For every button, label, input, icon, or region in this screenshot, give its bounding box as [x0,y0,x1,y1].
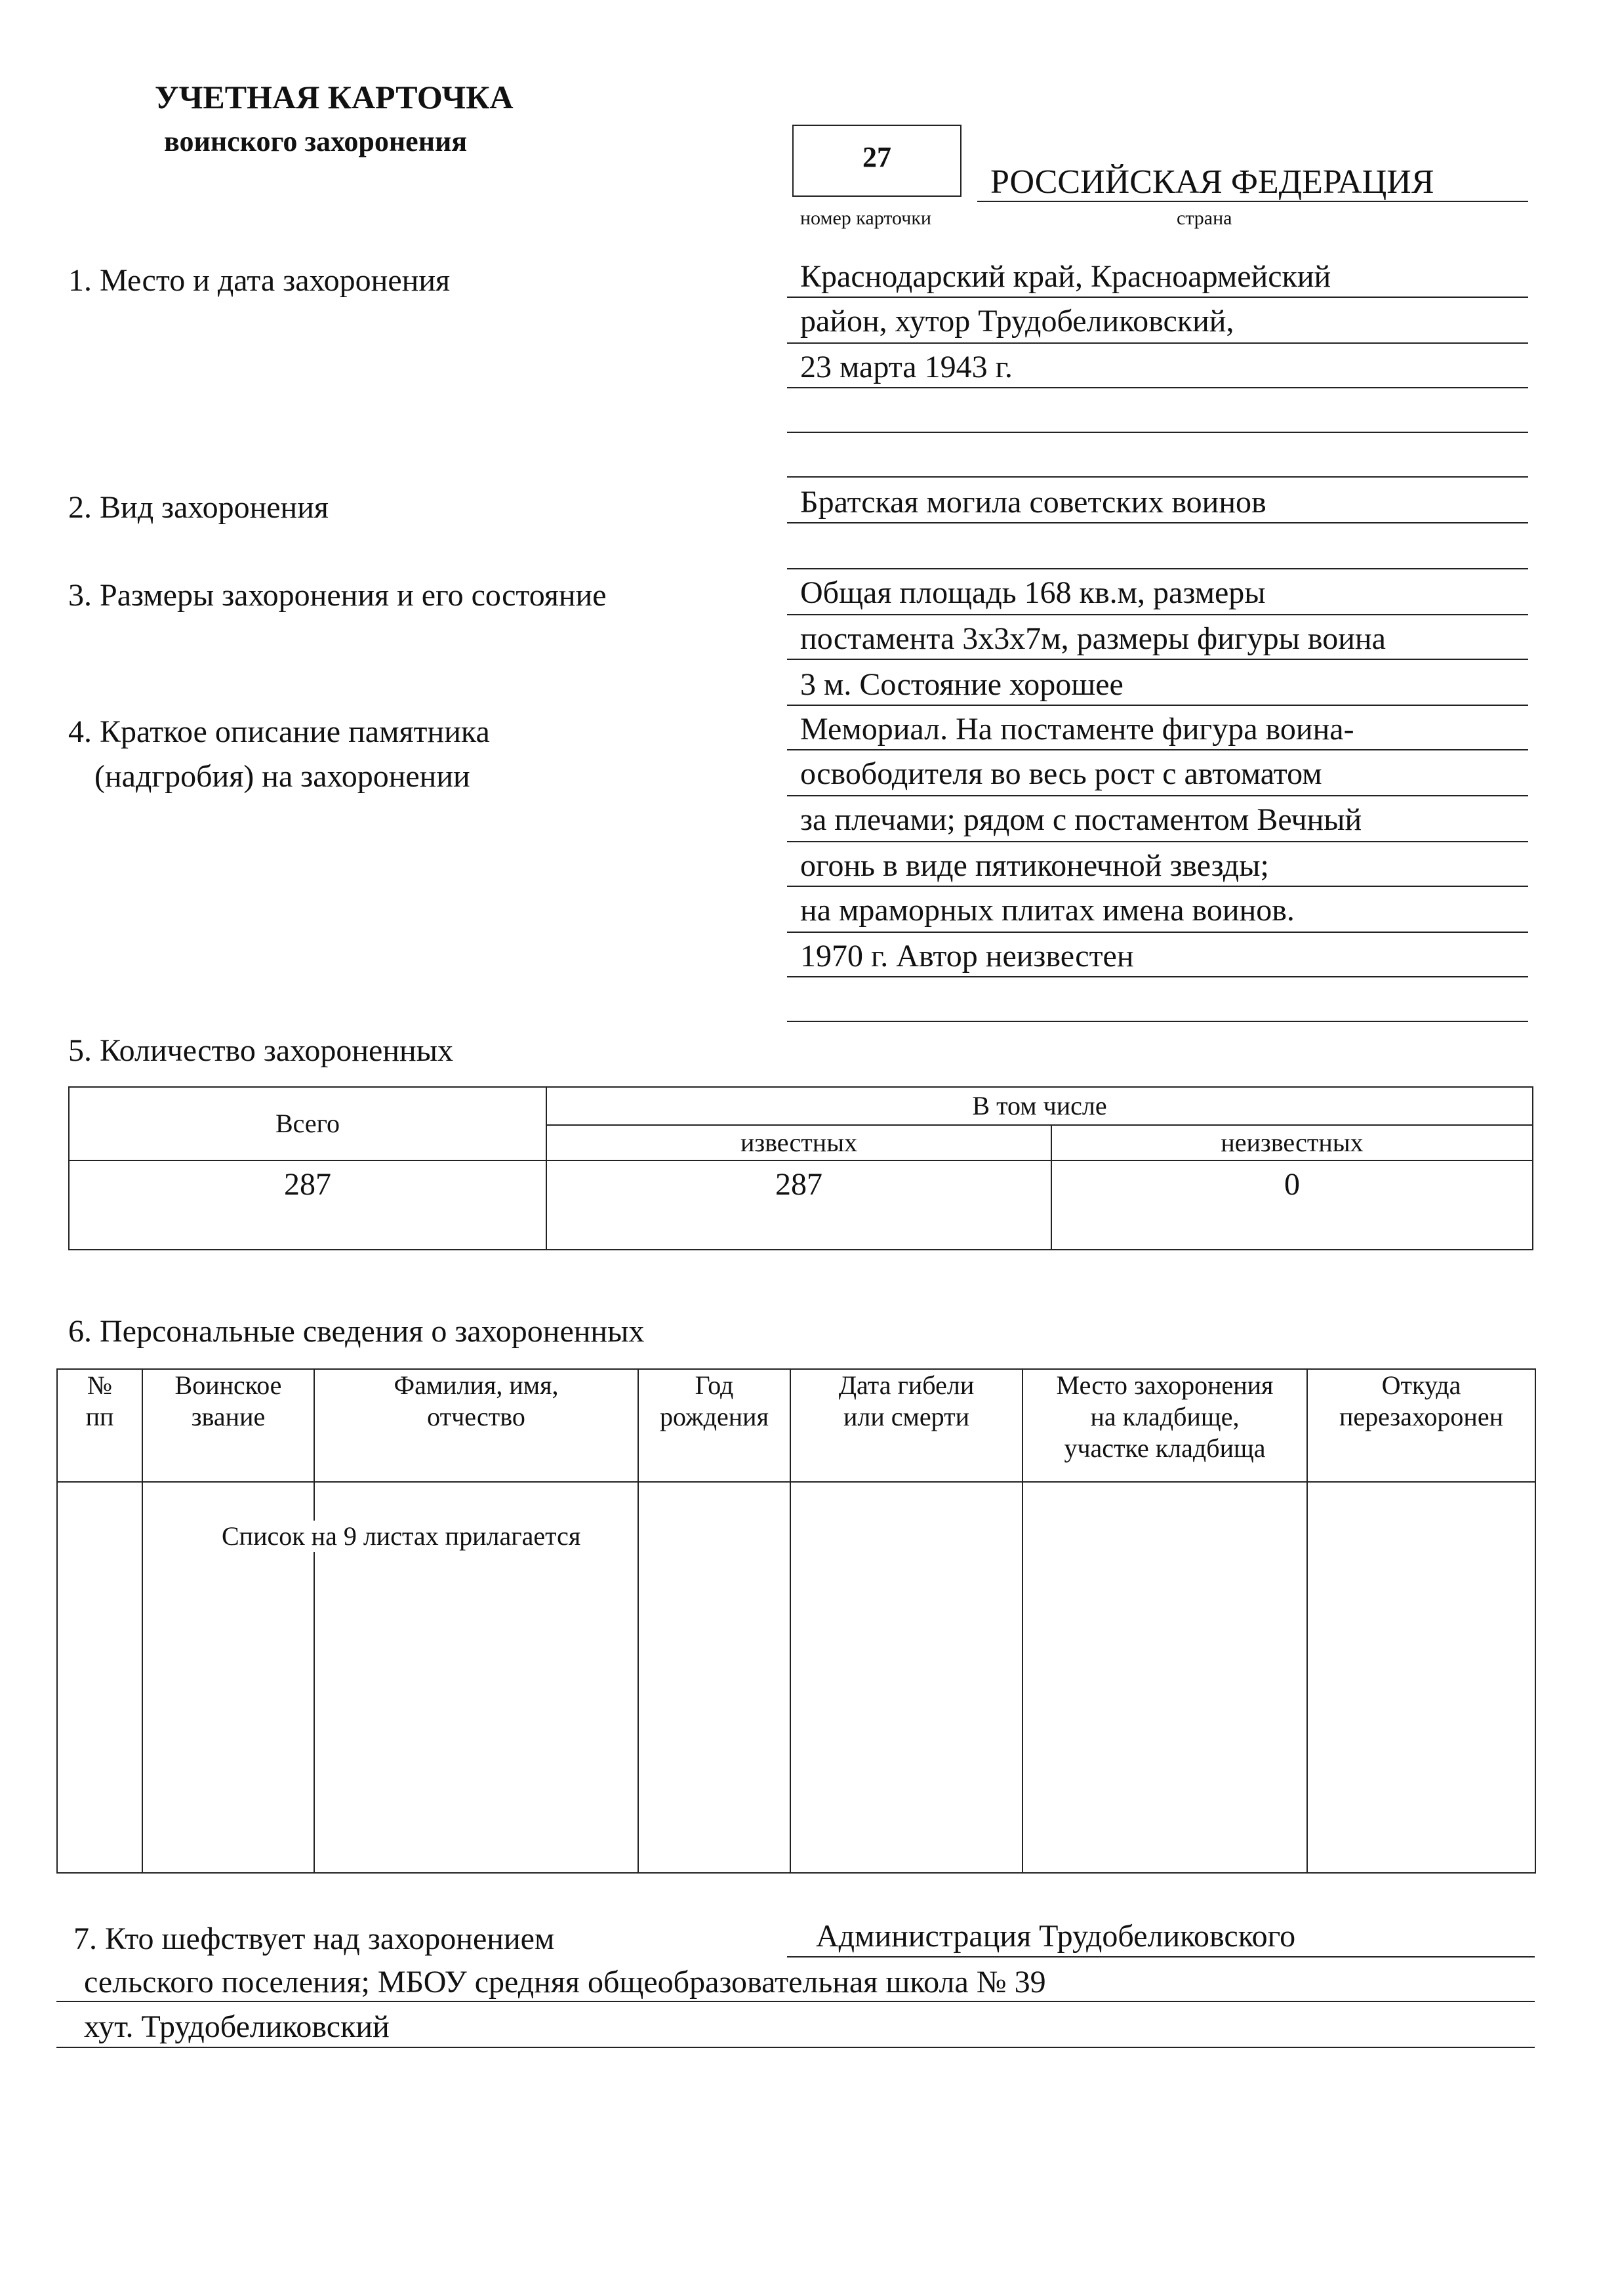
section2-value: Братская могила советских воинов [800,485,1266,520]
section3-line2: постамента 3х3х7м, размеры фигуры воина [800,621,1386,656]
col-burial-place: Место захоронения на кладбище, участке кладбища [1022,1369,1307,1482]
col-rank: Воинское звание [142,1369,314,1482]
section4-line4: огонь в виде пятиконечной звезды; [800,848,1269,883]
col-number: № пп [57,1369,142,1482]
section4-label-line2: (надгробия) на захоронении [94,759,470,794]
total-value: 287 [69,1160,546,1250]
country-label: страна [1177,207,1232,229]
known-header: известных [546,1125,1051,1160]
col-reburied-from: Откуда перезахоронен [1307,1369,1535,1482]
col-birth-year: Год рождения [638,1369,790,1482]
col-death-date: Дата гибели или смерти [790,1369,1022,1482]
card-title: УЧЕТНАЯ КАРТОЧКА [155,79,514,115]
section4-line1: Мемориал. На постаменте фигура воина- [800,712,1354,747]
section7-value-line3: хут. Трудобеликовский [84,2009,390,2044]
card-number: 27 [862,141,891,173]
section1-line1: Краснодарский край, Красноармейский [800,259,1331,294]
card-number-box [792,125,961,197]
section1-line2: район, хутор Трудобеликовский, [800,304,1234,338]
including-header: В том числе [546,1087,1533,1125]
section4-line5: на мраморных плитах имена воинов. [800,893,1295,928]
country-value: РОССИЙСКАЯ ФЕДЕРАЦИЯ [990,163,1434,201]
section5-label: 5. Количество захороненных [68,1033,453,1068]
burial-count-table [68,1086,1533,1250]
col-fullname: Фамилия, имя, отчество [314,1369,638,1482]
card-number-label: номер карточки [800,207,931,229]
section7-label: 7. Кто шефствует над захоронением [73,1921,555,1956]
unknown-value: 0 [1051,1160,1533,1250]
section4-line6: 1970 г. Автор неизвестен [800,939,1134,974]
section3-line3: 3 м. Состояние хорошее [800,667,1123,702]
section4-line2: освободителя во весь рост с автоматом [800,756,1322,791]
section4-label-line1: 4. Краткое описание памятника [68,714,490,749]
section4-line3: за плечами; рядом с постаментом Вечный [800,802,1362,837]
section1-line3: 23 марта 1943 г. [800,350,1013,384]
section6-label: 6. Персональные сведения о захороненных [68,1314,645,1349]
known-value: 287 [546,1160,1051,1250]
section1-label: 1. Место и дата захоронения [68,263,451,298]
section7-value-line2: сельского поселения; МБОУ средняя общеобразовательная школа № 39 [84,1965,1046,1999]
section7-value-line1: Администрация Трудобеликовского [816,1919,1296,1954]
attached-list-note: Список на 9 листах прилагается [218,1521,584,1552]
personal-info-table [56,1368,1536,1874]
card-subtitle: воинского захоронения [164,125,468,157]
section2-label: 2. Вид захоронения [68,490,329,525]
unknown-header: неизвестных [1051,1125,1533,1160]
section3-line1: Общая площадь 168 кв.м, размеры [800,575,1266,610]
total-header: Всего [69,1087,546,1160]
section3-label: 3. Размеры захоронения и его состояние [68,578,607,613]
